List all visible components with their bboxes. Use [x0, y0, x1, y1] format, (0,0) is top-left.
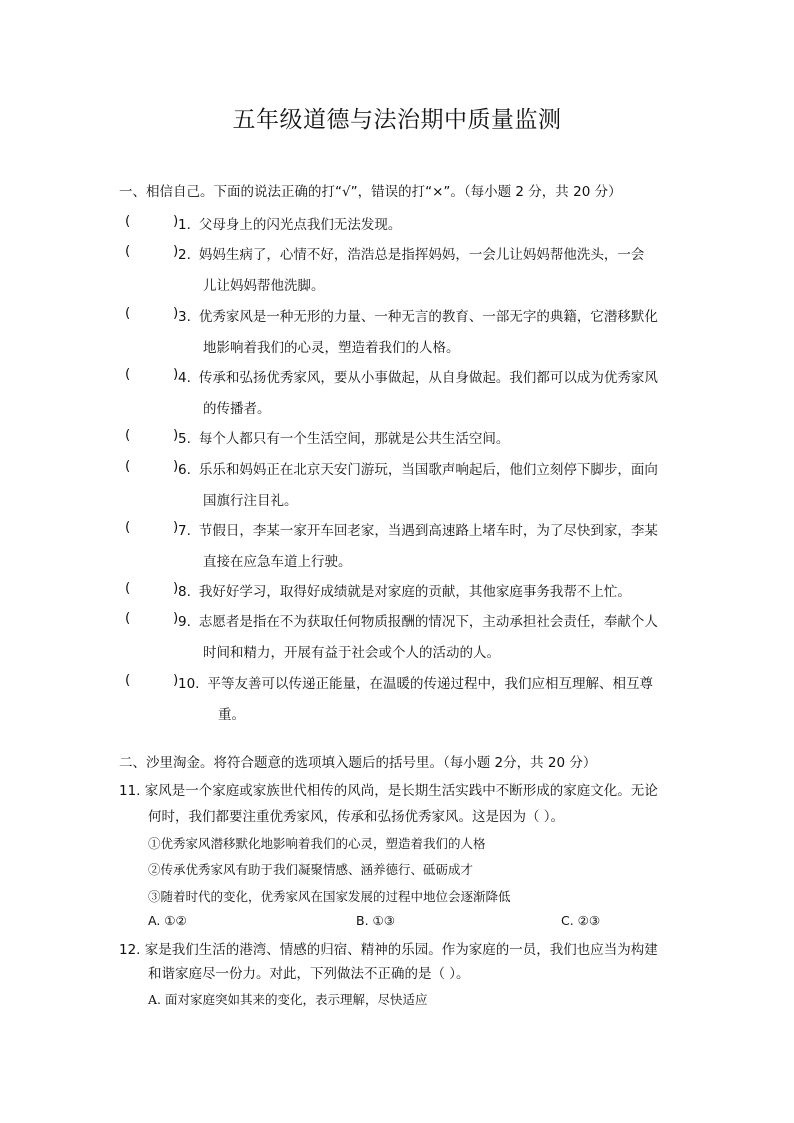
- question-12-line1: 12. 家是我们生活的港湾、情感的归宿、精神的乐园。作为家庭的一员，我们也应当为构建: [119, 942, 658, 958]
- item-text-line2: 国旗行注目礼。: [203, 493, 298, 509]
- answer-bracket[interactable]: ( ): [125, 672, 179, 688]
- item-text-line1: 平等友善可以传递正能量，在温暖的传递过程中，我们应相互理解、相互尊: [207, 676, 653, 692]
- question-11-line1: 11. 家风是一个家庭或家族世代相传的风尚，是长期生活实践中不断形成的家庭文化。无论: [119, 783, 658, 799]
- item-number: 1.: [178, 217, 191, 233]
- judgement-item-text: [178, 213, 401, 233]
- answer-bracket[interactable]: ( ): [125, 213, 179, 229]
- section1-heading: 一、相信自己。下面的说法正确的打“√”，错误的打“×”。（每小题 2 分，共 20 分）: [119, 184, 622, 200]
- item-text-line2: 地影响着我们的心灵，塑造着我们的人格。: [203, 340, 460, 356]
- answer-bracket[interactable]: ( ): [125, 427, 179, 443]
- item-text-line2: 时间和精力，开展有益于社会或个人的活动的人。: [203, 645, 500, 661]
- answer-bracket[interactable]: ( ): [125, 580, 179, 596]
- question-11-choice-c: C. ②③: [561, 913, 601, 928]
- item-number: 3.: [178, 309, 191, 325]
- judgement-item-text: [178, 243, 644, 263]
- judgement-item-text: [178, 580, 631, 600]
- item-number: 10.: [178, 676, 200, 692]
- section2-heading: 二、沙里淘金。将符合题意的选项填入题后的括号里。（每小题 2分，共 20 分）: [119, 755, 597, 771]
- item-text-line1: 父母身上的闪光点我们无法发现。: [198, 217, 402, 233]
- judgement-item-text: [178, 672, 653, 692]
- item-text-line2: 儿让妈妈帮他洗脚。: [203, 278, 325, 294]
- item-text-line1: 传承和弘扬优秀家风，要从小事做起，从自身做起。我们都可以成为优秀家风: [198, 370, 658, 386]
- item-text-line1: 优秀家风是一种无形的力量、一种无言的教育、一部无字的典籍，它潜移默化: [198, 309, 658, 325]
- item-number: 2.: [178, 247, 191, 263]
- question-11-choice-b: B. ①③: [356, 913, 395, 928]
- judgement-item-text: [178, 610, 658, 630]
- judgement-item-text: [178, 458, 658, 478]
- answer-bracket[interactable]: ( ): [125, 366, 179, 382]
- item-text-line2: 重。: [218, 707, 245, 723]
- judgement-item-text: [178, 519, 658, 539]
- judgement-item-text: [178, 305, 658, 325]
- item-text-line1: 志愿者是指在不为获取任何物质报酬的情况下，主动承担社会责任，奉献个人: [198, 614, 658, 630]
- question-11-choice-a: A. ①②: [148, 913, 187, 928]
- question-12-line2: 和谐家庭尽一份力。对此，下列做法不正确的是（ ）。: [148, 966, 470, 982]
- item-number: 9.: [178, 614, 191, 630]
- item-text-line1: 每个人都只有一个生活空间，那就是公共生活空间。: [198, 431, 510, 447]
- item-number: 7.: [178, 523, 191, 539]
- item-number: 4.: [178, 370, 191, 386]
- answer-bracket[interactable]: ( ): [125, 458, 179, 474]
- item-number: 5.: [178, 431, 191, 447]
- page-title: 五年级道德与法治期中质量监测: [232, 107, 562, 133]
- item-text-line2: 的传播者。: [203, 401, 271, 417]
- item-text-line2: 直接在应急车道上行驶。: [203, 554, 352, 570]
- item-number: 6.: [178, 462, 191, 478]
- item-text-line1: 乐乐和妈妈正在北京天安门游玩，当国歌声响起后，他们立刻停下脚步，面向: [198, 462, 658, 478]
- question-11-option-1: ①优秀家风潜移默化地影响着我们的心灵，塑造着我们的人格: [148, 836, 486, 851]
- answer-bracket[interactable]: ( ): [125, 305, 179, 321]
- answer-bracket[interactable]: ( ): [125, 519, 179, 535]
- judgement-item-text: [178, 427, 509, 447]
- item-text-line1: 我好好学习，取得好成绩就是对家庭的贡献，其他家庭事务我帮不上忙。: [198, 584, 631, 600]
- question-11-option-3: ③随着时代的变化，优秀家风在国家发展的过程中地位会逐渐降低: [148, 889, 511, 904]
- item-text-line1: 节假日，李某一家开车回老家，当遇到高速路上堵车时，为了尽快到家，李某: [198, 523, 658, 539]
- question-11-option-2: ②传承优秀家风有助于我们凝聚情感、涵养德行、砥砺成才: [148, 862, 474, 877]
- question-11-line2: 何时，我们都要注重优秀家风，传承和弘扬优秀家风。这是因为（ ）。: [148, 809, 565, 825]
- answer-bracket[interactable]: ( ): [125, 243, 179, 259]
- judgement-item-text: [178, 366, 658, 386]
- item-text-line1: 妈妈生病了，心情不好，浩浩总是指挥妈妈，一会儿让妈妈帮他洗头，一会: [198, 247, 645, 263]
- question-12-option-a: A. 面对家庭突如其来的变化，表示理解，尽快适应: [148, 992, 428, 1007]
- answer-bracket[interactable]: ( ): [125, 610, 179, 626]
- item-number: 8.: [178, 584, 191, 600]
